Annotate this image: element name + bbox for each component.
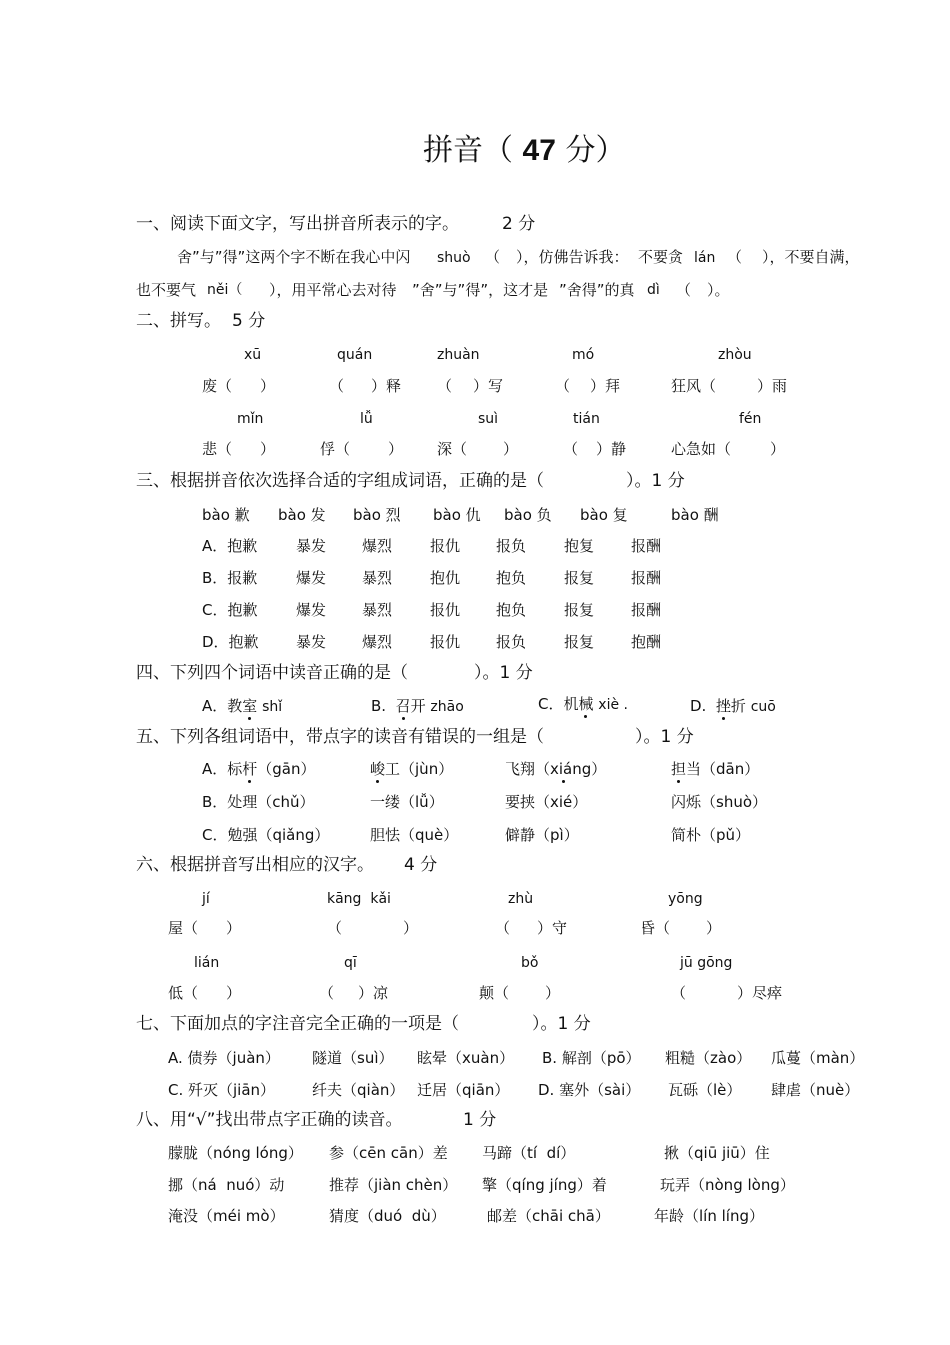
s2-cell: ） [388,440,404,458]
s5-text: 飞 [505,760,521,778]
s8-item: 揪（qiū jiū）住 [664,1144,770,1162]
s4-dotted-char: 械 [578,695,594,713]
s7-item: 隧道（suì） [312,1049,394,1067]
s7-item: C. 歼灭（jiān） [168,1081,276,1099]
s6-pinyin: bǒ [521,955,539,971]
s1-text: ），仿佛告诉我： [516,248,629,266]
s2-cell: ）写 [473,377,504,395]
s5-item [671,795,767,810]
s4-label: C．机 [538,695,579,713]
s1-text: 舍”与”得”这两个字不断在我心中闪 [177,248,411,266]
s3-option: 报负 [496,633,527,651]
s3-option: 报复 [564,569,595,587]
s3-option: 抱酬 [631,633,662,651]
s3-prompt: bào 复 [580,506,628,524]
s3-option: 报复 [564,601,595,619]
section-7-heading: 七、下面加点的字注音完全正确的一项是（ [136,1014,459,1034]
s3-prompt: bào 仇 [433,506,481,524]
s5-dotted-char: 翔（xiáng） [520,760,607,778]
s2-cell: 废（ [202,377,233,395]
s3-option: A．抱歉 [202,537,258,555]
s5-text: 工（jùn） [385,760,454,778]
s8-item: 邮差（chāi chā） [487,1207,610,1225]
s2-cell: （ [563,440,579,458]
s3-option: D．抱歉 [202,633,259,651]
section-5-heading: 五、下列各组词语中，带点字的读音有错误的一组是（ [136,727,544,747]
s6-pinyin: kāng kǎi [327,891,391,907]
s3-option: 报酬 [631,569,662,587]
s5-text: A．标 [202,760,243,778]
s1-paren: （ [727,248,743,266]
s8-item: 擎（qíng jíng）着 [482,1176,607,1194]
s8-item: 推荐（jiàn chèn） [329,1176,458,1194]
section-4-score: ）。1 分 [474,663,533,683]
s7-item: A. 债券（juàn） [168,1049,280,1067]
s3-option: 爆烈 [362,633,393,651]
s1-pinyin: dì [647,282,660,298]
s4-pinyin: shǐ [262,699,283,715]
s6-cell: ） [403,919,419,937]
s2-cell: ） [260,440,276,458]
s2-pinyin: tián [573,411,600,427]
s4-option-b [371,699,464,714]
s6-pinyin: jū gōng [680,955,733,971]
s8-item: 朦胧（nóng lóng） [168,1144,303,1162]
s2-cell: ）雨 [757,377,788,395]
s5-dotted-char: 峻 [370,760,386,778]
s1-text: ”舍得”的真 [559,281,635,299]
s7-item: 纤夫（qiàn） [312,1081,405,1099]
s5-text: 挟（xié） [520,793,588,811]
s5-text: 理（chǔ） [242,793,315,811]
s5-text: （gān） [257,760,316,778]
s6-pinyin: lián [194,955,220,971]
s4-pinyin: xiè . [598,697,628,713]
s3-option: 报仇 [430,633,461,651]
s7-item: 粗糙（zào） [665,1049,752,1067]
s5-item [202,762,316,777]
s4-option-a [202,699,282,714]
section-1-heading: 一、阅读下面文字，写出拼音所表示的字。 [136,214,459,234]
s6-pinyin: jí [202,891,210,907]
section-3-heading: 三、根据拼音依次选择合适的字组成词语，正确的是（ [136,471,544,491]
s4-dotted-char: 室 [242,697,258,715]
s3-option: C．抱歉 [202,601,258,619]
s6-cell: ） [545,984,561,1002]
s6-cell: ）守 [537,919,568,937]
s6-cell: ）尽瘁 [737,984,783,1002]
s7-item: B. 解剖（pō） [542,1049,641,1067]
s3-option: 暴烈 [362,601,393,619]
s1-text: ”舍”与”得”，这才是 [412,281,549,299]
section-2-heading: 二、拼写。 [136,311,221,331]
s5-text: 闪 [671,793,687,811]
s3-option: 爆发 [296,569,327,587]
s2-pinyin: zhòu [718,347,752,363]
s2-cell: ）释 [371,377,402,395]
s3-prompt: bào 歉 [202,506,250,524]
s8-item: 淹没（méi mò） [168,1207,285,1225]
s3-option: 抱负 [496,601,527,619]
s3-option: 暴发 [296,633,327,651]
s3-option: 报负 [496,537,527,555]
section-4-heading: 四、下列四个词语中读音正确的是（ [136,663,408,683]
title-suffix: 分） [555,133,626,168]
s1-text: ）。 [707,281,730,299]
s7-item: D. 塞外（sài） [538,1081,641,1099]
s2-pinyin: fén [739,411,762,427]
s6-cell: （ [671,984,687,1002]
s3-option: B．报歉 [202,569,258,587]
s5-dotted-char: 杆 [242,760,258,778]
s3-option: 报仇 [430,537,461,555]
s3-option: 暴烈 [362,569,393,587]
s2-pinyin: suì [478,411,499,427]
s2-cell: ） [770,440,786,458]
section-1-score: 2 分 [502,214,536,234]
s2-cell: 深（ [437,440,468,458]
s3-option: 抱仇 [430,569,461,587]
s5-text: 一 [370,793,386,811]
title-prefix: 拼音（ [423,133,523,168]
s1-paren: （ [485,248,501,266]
s7-item: 迁居（qiān） [417,1081,510,1099]
s4-label: A．教 [202,697,243,715]
s3-option: 爆烈 [362,537,393,555]
s6-cell: （ [495,919,511,937]
s5-item [202,795,315,810]
s4-label: D. [690,697,707,715]
s3-prompt: bào 烈 [353,506,401,524]
s7-item: 眩晕（xuàn） [417,1049,515,1067]
s4-option-c [538,697,628,712]
section-5-score: ）。1 分 [635,727,694,747]
s3-option: 爆发 [296,601,327,619]
s1-pinyin: lán [694,250,716,266]
title-score: 47 [522,134,556,167]
s2-cell: ） [260,377,276,395]
s6-cell: 昏（ [640,919,671,937]
s6-cell: ）凉 [358,984,389,1002]
s3-option: 报酬 [631,537,662,555]
s1-text: 也不要气 [136,281,197,299]
s3-option: 抱负 [496,569,527,587]
s2-cell: 心急如（ [671,440,732,458]
s6-cell: 屋（ [168,919,199,937]
s2-cell: ）拜 [590,377,621,395]
s1-paren: （ [676,281,692,299]
s5-item [505,795,587,810]
s1-pinyin: shuò [437,250,471,266]
s4-char: 折 [730,697,746,715]
section-7-score: ）。1 分 [532,1014,591,1034]
s2-pinyin: zhuàn [437,347,480,363]
s1-text: ），用平常心去对待 [269,281,397,299]
s4-dotted-char: 召 [395,697,411,715]
section-6-heading: 六、根据拼音写出相应的汉字。 [136,855,374,875]
s5-item: 胆怯（què） [370,826,459,844]
s8-item: 挪（ná nuó）动 [168,1176,285,1194]
s2-pinyin: quán [337,347,373,363]
s6-cell: ） [226,919,242,937]
s6-pinyin: yōng [668,891,703,907]
s8-item: 玩弄（nòng lòng） [660,1176,795,1194]
s3-prompt: bào 负 [504,506,552,524]
s7-item: 瓜蔓（màn） [771,1049,865,1067]
s3-option: 报酬 [631,601,662,619]
s5-text: 缕（lǚ） [385,793,444,811]
s6-cell: ） [226,984,242,1002]
s2-pinyin: mó [572,347,595,363]
s2-cell: 狂风（ [671,377,717,395]
s2-cell: （ [555,377,571,395]
s2-cell: ） [503,440,519,458]
s4-char: 开 [410,697,426,715]
s3-prompt: bào 酬 [671,506,719,524]
s4-label: B. [371,697,387,715]
s3-option: 报仇 [430,601,461,619]
s2-cell: （ [329,377,345,395]
s7-item: 瓦砾（lè） [668,1081,742,1099]
s6-pinyin: qī [344,955,357,971]
s2-cell: 俘（ [320,440,351,458]
s8-item: 马蹄（tí dí） [482,1144,576,1162]
s4-dotted-char: 挫 [715,697,731,715]
section-8-score: 1 分 [463,1110,497,1130]
s2-cell: 悲（ [202,440,233,458]
s1-text: ），不要自满， [762,248,860,266]
s5-item [505,762,606,777]
s2-pinyin: xū [244,347,262,363]
s4-option-d [690,699,776,714]
section-2-score: 5 分 [232,311,266,331]
s5-item: C．勉强（qiǎng） [202,826,330,844]
s6-pinyin: zhù [508,891,534,907]
s1-pinyin: něi（ [207,282,243,298]
s2-cell: （ [437,377,453,395]
page-title [423,133,626,168]
s2-pinyin: mǐn [237,411,264,427]
s5-text: 当（dān） [686,760,760,778]
s6-cell: （ [319,984,335,1002]
s3-option: 抱复 [564,537,595,555]
s6-cell: 颠（ [479,984,510,1002]
s5-item: 简朴（pǔ） [671,826,751,844]
s1-text: 不要贪 [638,248,684,266]
s5-item [370,762,453,777]
s5-item [370,795,444,810]
s4-pinyin: zhāo [430,699,464,715]
section-8-heading: 八、用“√”找出带点字正确的读音。 [136,1110,403,1130]
s6-cell: ） [706,919,722,937]
s3-prompt: bào 发 [278,506,326,524]
s5-text: 要 [505,793,521,811]
s8-item: 年龄（lín líng） [654,1207,764,1225]
section-6-score: 4 分 [404,855,438,875]
s5-text: B．处 [202,793,243,811]
s6-cell: 低（ [168,984,199,1002]
s4-pinyin: cuō [750,699,776,715]
s5-dotted-char: 担 [671,760,687,778]
s5-item: 僻静（pì） [505,826,579,844]
s2-cell: ）静 [596,440,627,458]
s7-item: 肆虐（nuè） [771,1081,860,1099]
s8-item: 参（cēn cān）差 [329,1144,448,1162]
s5-text: 烁（shuò） [686,793,768,811]
section-3-score: ）。1 分 [626,471,685,491]
s3-option: 暴发 [296,537,327,555]
s5-item [671,762,759,777]
s8-item: 猜度（duó dù） [329,1207,446,1225]
s6-cell: （ [327,919,343,937]
s2-pinyin: lǚ [360,411,373,427]
s3-option: 报复 [564,633,595,651]
